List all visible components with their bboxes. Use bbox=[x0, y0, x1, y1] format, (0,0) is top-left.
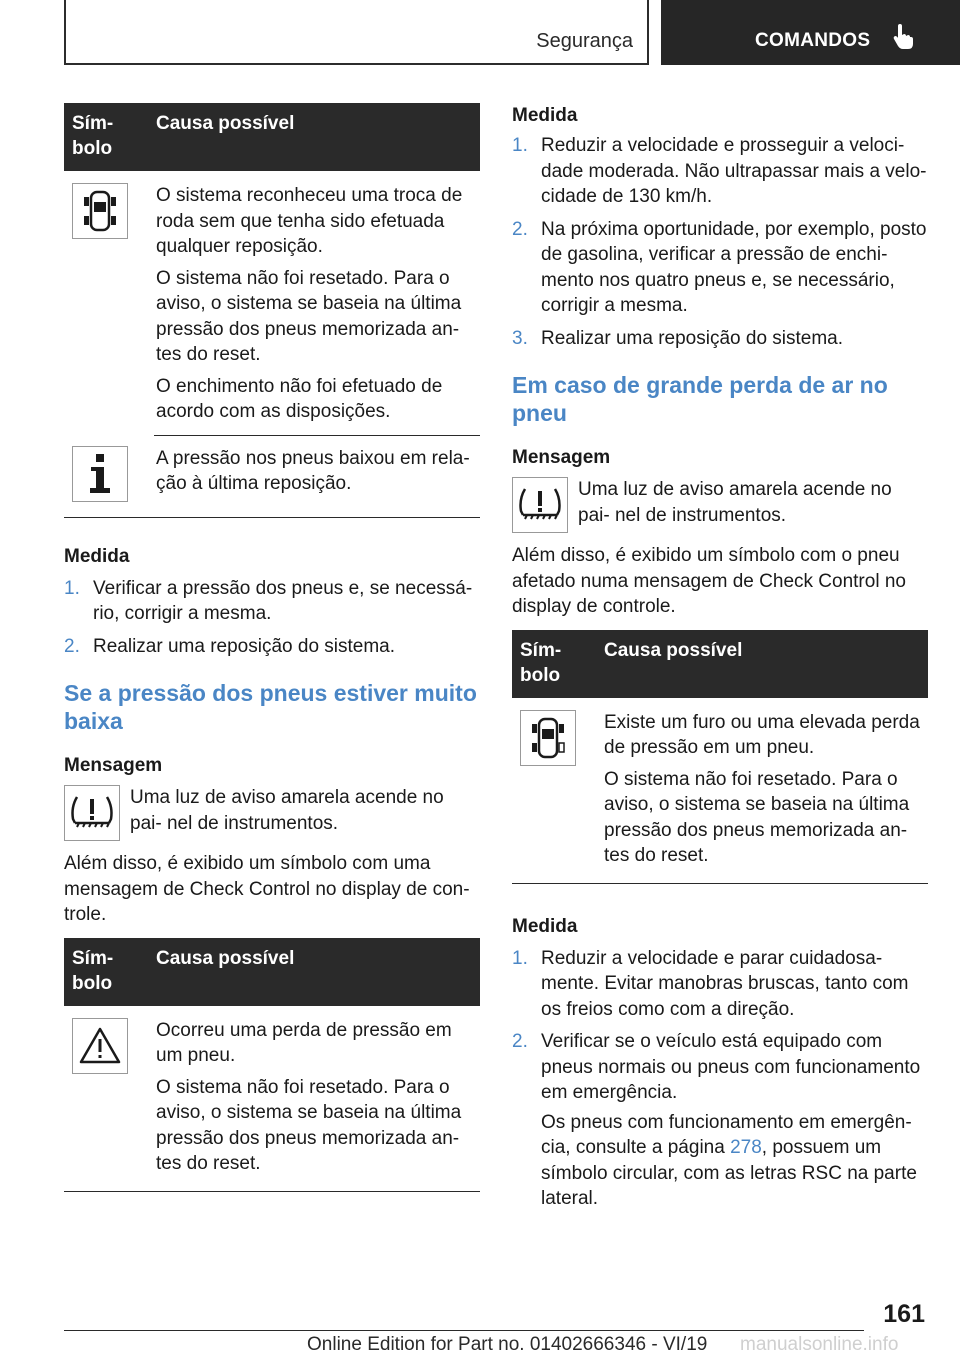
cause-text: O sistema não foi resetado. Para o aviso, o sistema se baseia na última pressão dos pneus memorizada an- tes do reset. bbox=[156, 1076, 462, 1174]
table-row bbox=[64, 436, 480, 518]
paragraph: Além disso, é exibido um símbolo com uma mensagem de Check Control no display de con- trole. bbox=[64, 853, 470, 925]
step-number: 2. bbox=[512, 1031, 528, 1052]
step-number: 2. bbox=[512, 218, 528, 240]
footer-divider bbox=[64, 1330, 864, 1331]
cause-text: Ocorreu uma perda de pressão em um pneu. bbox=[156, 1019, 452, 1066]
page-reference-link[interactable]: 278 bbox=[730, 1137, 762, 1158]
measure-steps bbox=[64, 576, 480, 660]
column-header-cause: Causa possível bbox=[156, 113, 295, 134]
step-note-text: , possuem um símbolo circular, com as letras RSC na parte lateral. bbox=[541, 1137, 917, 1209]
car-tyre-loss-icon bbox=[520, 710, 576, 766]
table-row bbox=[64, 171, 480, 431]
section-heading: Em caso de grande perda de ar no pneu bbox=[512, 372, 888, 426]
column-header-symbol: Sím- bolo bbox=[520, 639, 562, 686]
symbol-cell bbox=[64, 1018, 156, 1183]
right-column bbox=[512, 103, 928, 1212]
symbol-cell bbox=[512, 710, 604, 875]
measure-steps bbox=[512, 946, 928, 1212]
tyre-pressure-warning-icon bbox=[512, 477, 568, 533]
cause-text: O enchimento não foi efetuado de acordo com as disposições. bbox=[156, 375, 443, 422]
symbol-table-2 bbox=[64, 938, 480, 1192]
measure-title: Medida bbox=[64, 545, 130, 567]
list-item bbox=[512, 326, 928, 352]
header-section-box bbox=[64, 0, 649, 65]
step-number: 3. bbox=[512, 327, 528, 349]
table-header bbox=[512, 630, 928, 698]
table-header bbox=[64, 103, 480, 171]
header-chapter-box bbox=[661, 0, 960, 65]
message-title: Mensagem bbox=[512, 447, 611, 468]
footer-edition: Online Edition for Part no. 01402666346 - VI/19 bbox=[307, 1334, 708, 1355]
list-item bbox=[64, 576, 480, 627]
message-title: Mensagem bbox=[64, 755, 163, 776]
message-block bbox=[512, 477, 928, 533]
message-text: Uma luz de aviso amarela acende no pai- nel de instrumentos. bbox=[578, 479, 892, 526]
step-text: Verificar se o veículo está equipado com pneus normais ou pneus com funcionamento em emergência. bbox=[541, 1031, 921, 1103]
measure-title: Medida bbox=[512, 105, 578, 126]
cause-cell bbox=[156, 446, 480, 503]
step-number: 1. bbox=[512, 135, 528, 156]
message-block bbox=[64, 785, 480, 841]
pointing-hand-icon bbox=[893, 24, 915, 50]
table-header bbox=[64, 938, 480, 1006]
step-text: Realizar uma reposição do sistema. bbox=[93, 635, 396, 657]
step-text: Verificar a pressão dos pneus e, se necessá- rio, corrigir a mesma. bbox=[93, 577, 473, 624]
cause-text: Existe um furo ou uma elevada perda de pressão em um pneu. bbox=[604, 711, 920, 758]
list-item bbox=[64, 634, 480, 660]
info-icon bbox=[72, 446, 128, 502]
column-header-cause: Causa possível bbox=[604, 639, 743, 661]
symbol-cell bbox=[64, 183, 156, 431]
warning-triangle-icon bbox=[72, 1018, 128, 1074]
paragraph: Além disso, é exibido um símbolo com o pneu afetado numa mensagem de Check Control no display de controle. bbox=[512, 545, 906, 617]
tyre-pressure-warning-icon bbox=[64, 785, 120, 841]
step-number: 2. bbox=[64, 635, 80, 657]
step-text: Reduzir a velocidade e parar cuidadosa- mente. Evitar manobras bruscas, tanto com os freios como com a direção. bbox=[541, 947, 909, 1020]
step-number: 1. bbox=[64, 577, 80, 599]
section-heading: Se a pressão dos pneus estiver muito baixa bbox=[64, 680, 477, 734]
step-note bbox=[541, 1110, 928, 1212]
symbol-table-3 bbox=[512, 630, 928, 884]
symbol-cell bbox=[64, 446, 156, 503]
cause-cell bbox=[156, 1018, 480, 1183]
footer-watermark: manualsonline.info bbox=[740, 1334, 899, 1355]
measure-title: Medida bbox=[512, 915, 578, 937]
cause-text: O sistema não foi resetado. Para o aviso, o sistema se baseia na última pressão dos pneus memorizada an- tes do reset. bbox=[156, 267, 462, 365]
step-text: Reduzir a velocidade e prosseguir a veloci- dade moderada. Não ultrapassar mais a velo- cidade de 130 km/h. bbox=[541, 135, 927, 207]
cause-text: O sistema não foi resetado. Para o aviso, o sistema se baseia na última pressão dos pneus memorizada an- tes do reset. bbox=[604, 768, 910, 866]
list-item bbox=[512, 946, 928, 1023]
column-header-cause: Causa possível bbox=[156, 947, 295, 969]
step-number: 1. bbox=[512, 947, 528, 969]
page-number: 161 bbox=[883, 1300, 925, 1328]
list-item bbox=[512, 133, 928, 210]
left-column bbox=[64, 103, 480, 1222]
symbol-table-1 bbox=[64, 103, 480, 518]
step-text: Na próxima oportunidade, por exemplo, posto de gasolina, verificar a pressão de enchi- mento nos quatro pneus e, se necessário, corrigir a mesma. bbox=[541, 218, 927, 316]
table-row bbox=[512, 698, 928, 884]
cause-text: A pressão nos pneus baixou em rela- ção à última reposição. bbox=[156, 447, 470, 494]
car-tyre-reset-icon bbox=[72, 183, 128, 239]
cause-cell bbox=[156, 183, 480, 431]
step-text: Realizar uma reposição do sistema. bbox=[541, 327, 844, 349]
message-text: Uma luz de aviso amarela acende no pai- nel de instrumentos. bbox=[130, 787, 444, 834]
header-section-title: Segurança bbox=[536, 30, 633, 52]
measure-steps bbox=[512, 133, 928, 351]
cause-text: O sistema reconheceu uma troca de roda sem que tenha sido efetuada qualquer reposição. bbox=[156, 185, 463, 257]
cause-cell bbox=[604, 710, 928, 875]
list-item bbox=[512, 1029, 928, 1106]
step-note-text: Os pneus com funcionamento em emergên- cia, consulte a página bbox=[541, 1111, 912, 1158]
column-header-symbol: Sím- bolo bbox=[72, 113, 114, 159]
column-header-symbol: Sím- bolo bbox=[72, 947, 114, 994]
header-chapter-title: COMANDOS bbox=[755, 30, 871, 51]
table-row bbox=[64, 1006, 480, 1192]
list-item bbox=[512, 217, 928, 319]
